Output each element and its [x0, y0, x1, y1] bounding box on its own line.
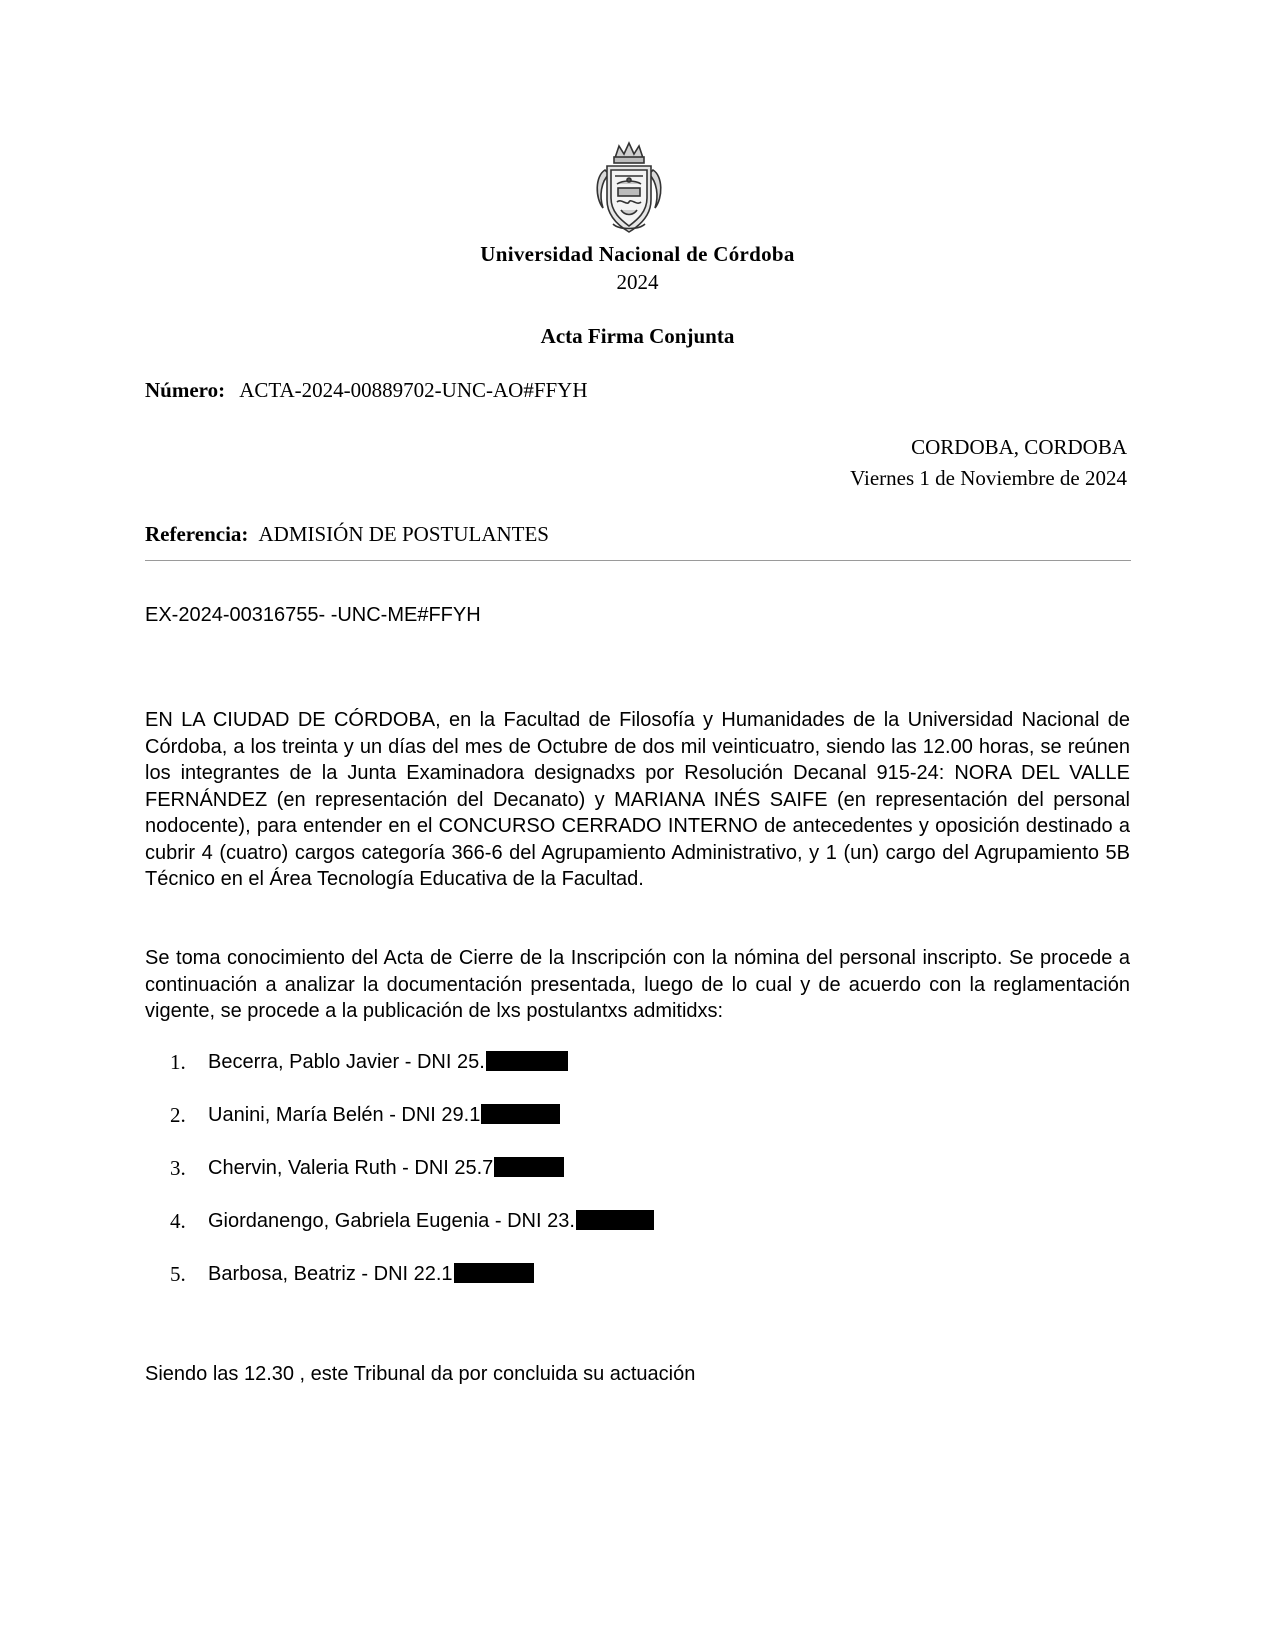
list-item-text	[208, 1101, 560, 1129]
header-divider	[145, 560, 1131, 561]
list-item	[170, 1101, 654, 1154]
list-item	[170, 1260, 654, 1313]
applicant-entry: Uanini, María Belén - DNI 29.1	[208, 1104, 481, 1126]
document-date: Viernes 1 de Noviembre de 2024	[850, 466, 1127, 490]
university-name: Universidad Nacional de Córdoba	[480, 242, 795, 266]
redaction-bar	[486, 1051, 568, 1071]
list-item-number: 1.	[170, 1050, 186, 1074]
redaction-bar	[494, 1157, 564, 1177]
expediente-number: EX-2024-00316755- -UNC-ME#FFYH	[145, 604, 481, 626]
redaction-bar	[576, 1210, 654, 1230]
document-reference	[145, 522, 549, 547]
document-type-title: Acta Firma Conjunta	[540, 324, 735, 348]
list-item	[170, 1048, 654, 1101]
applicants-list	[170, 1048, 654, 1313]
list-item-number: 2.	[170, 1103, 186, 1127]
applicant-entry: Chervin, Valeria Ruth - DNI 25.7	[208, 1157, 494, 1179]
list-item-text	[208, 1154, 564, 1182]
document-place: CORDOBA, CORDOBA	[911, 435, 1127, 459]
list-item-number: 5.	[170, 1262, 186, 1286]
applicant-entry: Giordanengo, Gabriela Eugenia - DNI 23.	[208, 1210, 575, 1232]
list-item-text	[208, 1260, 534, 1288]
list-item	[170, 1154, 654, 1207]
applicant-entry: Barbosa, Beatriz - DNI 22.1	[208, 1263, 453, 1285]
header-year: 2024	[616, 270, 659, 294]
body-paragraph-2: Se toma conocimiento del Acta de Cierre de la Inscripción con la nómina del personal inscripto. Se procede a continuación a analizar la documentación presentada, luego de lo cual y de acuerdo con la reglamentación vigente, se procede a la publicación de lxs postulantxs admitidxs:	[145, 947, 1130, 1022]
list-item-text	[208, 1207, 654, 1235]
document-number-label: Número:	[145, 378, 226, 402]
applicant-entry: Becerra, Pablo Javier - DNI 25.	[208, 1051, 485, 1073]
list-item-text	[208, 1048, 568, 1076]
university-seal-emblem	[591, 140, 667, 236]
reference-label: Referencia:	[145, 522, 249, 546]
body-paragraph-1: EN LA CIUDAD DE CÓRDOBA, en la Facultad de Filosofía y Humanidades de la Universidad Nacional de Córdoba, a los treinta y un días del mes de Octubre de dos mil veinticuatro, siendo las 12.00 horas, se reúnen los integrantes de la Junta Examinadora designadxs por Resolución Decanal 915-24: NORA DEL VALLE FERNÁNDEZ (en representación del Decanato) y MARIANA INÉS SAIFE (en representación del personal nodocente), para entender en el CONCURSO CERRADO INTERNO de antecedentes y oposición destinado a cubrir 4 (cuatro) cargos categoría 366-6 del Agrupamiento Administrativo, y 1 (un) cargo del Agrupamiento 5B Técnico en el Área Tecnología Educativa de la Facultad.	[145, 709, 1130, 890]
document-number	[145, 378, 588, 403]
list-item-number: 3.	[170, 1156, 186, 1180]
list-item	[170, 1207, 654, 1260]
redaction-bar	[454, 1263, 534, 1283]
document-number-value: ACTA-2024-00889702-UNC-AO#FFYH	[239, 378, 588, 402]
redaction-bar	[481, 1104, 560, 1124]
list-item-number: 4.	[170, 1209, 186, 1233]
reference-value: ADMISIÓN DE POSTULANTES	[258, 522, 549, 546]
closing-statement: Siendo las 12.30 , este Tribunal da por concluida su actuación	[145, 1363, 696, 1385]
